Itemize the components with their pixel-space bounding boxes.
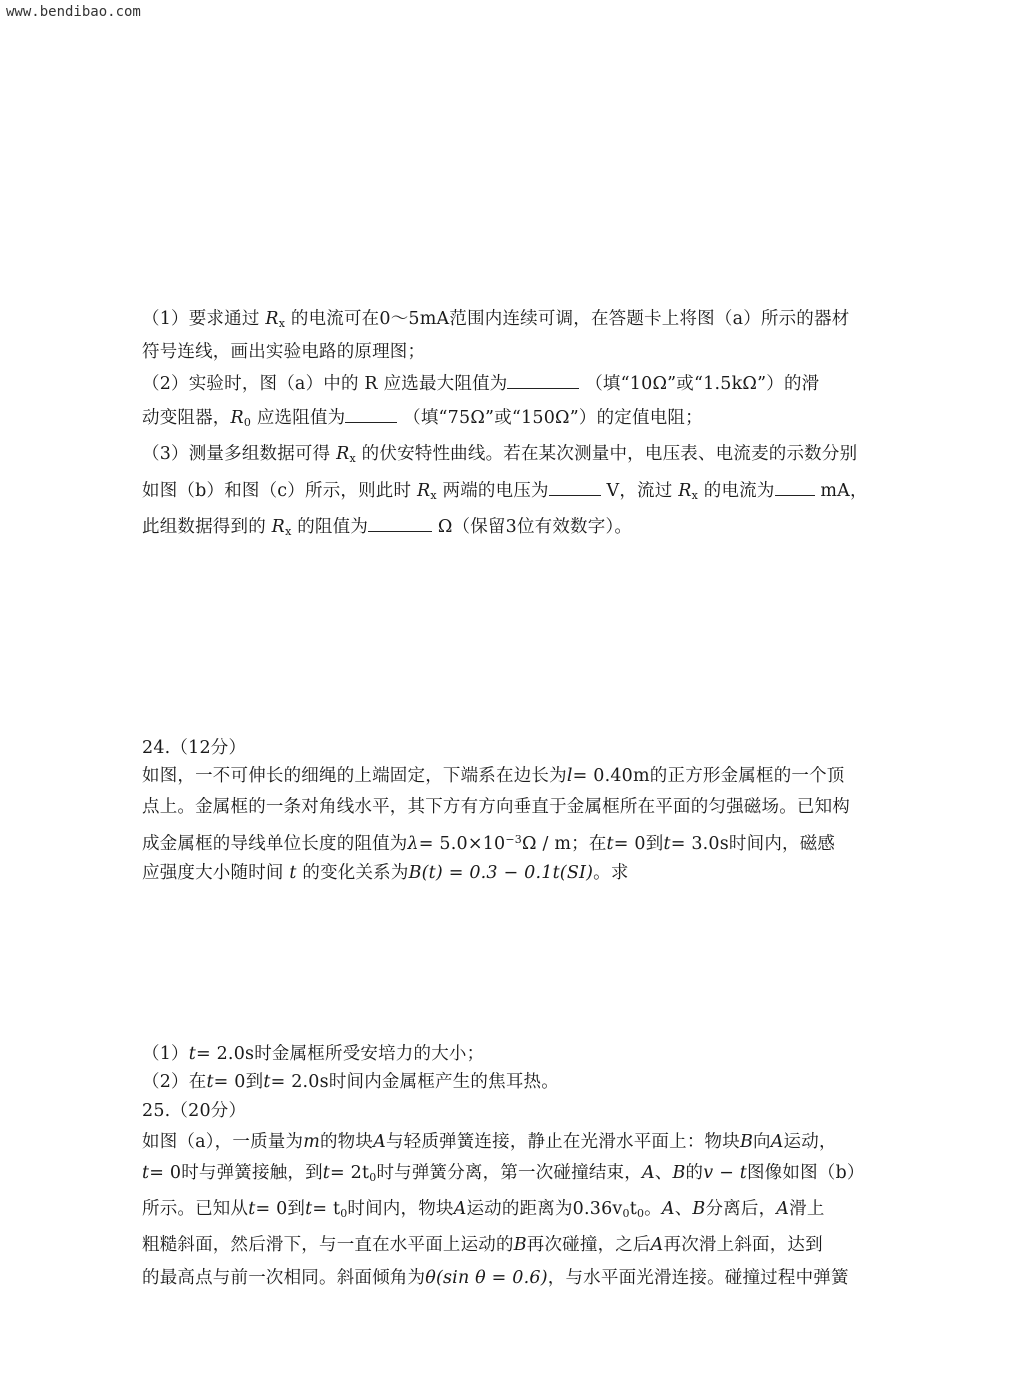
text: = 2.0s时间内金属框产生的焦耳热。 bbox=[270, 1072, 559, 1092]
q24-line-1 bbox=[142, 764, 845, 788]
symbol-a: A bbox=[373, 1132, 386, 1152]
text: = 2t bbox=[330, 1163, 370, 1183]
text: 的伏安特性曲线。若在某次测量中，电压表、电流麦的示数分别 bbox=[361, 444, 858, 464]
symbol-a: A bbox=[776, 1199, 790, 1219]
text: = 0到 bbox=[213, 1072, 264, 1092]
q24-line-4 bbox=[142, 861, 629, 885]
symbol-t: t bbox=[248, 1199, 256, 1219]
text: 的 bbox=[685, 1163, 704, 1183]
answer-blank[interactable] bbox=[507, 372, 579, 389]
answer-blank[interactable] bbox=[549, 479, 601, 496]
text: 24.（12分） bbox=[142, 738, 247, 758]
symbol-t: t bbox=[606, 834, 614, 854]
symbol-l: l bbox=[566, 766, 573, 786]
text: 动变阻器， bbox=[142, 408, 231, 428]
q24-part-2 bbox=[142, 1070, 559, 1094]
q23-line-6 bbox=[142, 479, 868, 508]
symbol-r: R bbox=[336, 444, 350, 464]
q25-line-4 bbox=[142, 1233, 823, 1257]
text: 如图，一不可伸长的细绳的上端固定，下端系在边长为 bbox=[142, 766, 567, 786]
q25-heading bbox=[142, 1099, 246, 1123]
text: 滑上 bbox=[789, 1199, 825, 1219]
text: = 0到 bbox=[613, 834, 664, 854]
symbol-lambda: λ bbox=[407, 834, 419, 854]
sub-x: x bbox=[691, 489, 699, 502]
text: 符号连线，画出实验电路的原理图； bbox=[142, 342, 426, 362]
text: 粗糙斜面，然后滑下，与一直在水平面上运动的 bbox=[142, 1235, 514, 1255]
sub-0: 0 bbox=[340, 1207, 348, 1220]
symbol-b: B bbox=[692, 1199, 706, 1219]
text: 25.（20分） bbox=[142, 1101, 247, 1121]
sub-0: 0 bbox=[243, 416, 252, 429]
text: Ω / m；在 bbox=[522, 834, 607, 854]
sub-x: x bbox=[349, 452, 356, 465]
text: 应选阻值为 bbox=[256, 408, 346, 428]
text: 、 bbox=[654, 1163, 673, 1183]
symbol-t: t bbox=[305, 1199, 313, 1219]
symbol-t: t bbox=[289, 863, 297, 883]
text: 成金属框的导线单位长度的阻值为 bbox=[142, 834, 408, 854]
text: 应强度大小随时间 bbox=[142, 863, 284, 883]
text: （填“75Ω”或“150Ω”）的定值电阻； bbox=[403, 408, 703, 428]
symbol-a: A bbox=[661, 1199, 675, 1219]
q23-line-7 bbox=[142, 515, 632, 544]
symbol-b: B bbox=[672, 1163, 686, 1183]
text: = t bbox=[312, 1199, 341, 1219]
text: 的电流可在0～5mA范围内连续可调，在答题卡上将图（a）所示的器材 bbox=[290, 309, 850, 329]
q24-line-3 bbox=[142, 828, 835, 856]
text: 运动， bbox=[783, 1132, 837, 1152]
q25-line-3 bbox=[142, 1197, 825, 1226]
q24-line-2 bbox=[142, 795, 850, 819]
text: 如图（b）和图（c）所示，则此时 bbox=[142, 481, 412, 501]
text: 时与弹簧分离，第一次碰撞结束， bbox=[376, 1163, 642, 1183]
symbol-r: R bbox=[271, 517, 286, 537]
symbol-t: t bbox=[263, 1072, 271, 1092]
text: 时间内，物块 bbox=[347, 1199, 454, 1219]
text: 两端的电压为 bbox=[442, 481, 549, 501]
q23-line-4 bbox=[142, 406, 703, 435]
text: （2）在 bbox=[142, 1072, 207, 1092]
answer-blank[interactable] bbox=[345, 406, 397, 423]
text: 。 bbox=[644, 1199, 662, 1219]
text: 。求 bbox=[593, 863, 629, 883]
symbol-b: B bbox=[513, 1235, 527, 1255]
watermark: www.bendibao.com bbox=[6, 4, 141, 20]
text: = 5.0×10 bbox=[418, 834, 506, 854]
symbol-a: A bbox=[453, 1199, 467, 1219]
q25-line-2 bbox=[142, 1161, 865, 1190]
text: 的最高点与前一次相同。斜面倾角为 bbox=[142, 1268, 426, 1288]
formula: θ(sin θ = 0.6) bbox=[425, 1268, 548, 1288]
answer-blank[interactable] bbox=[368, 515, 432, 532]
q23-line-2 bbox=[142, 340, 425, 364]
text: mA， bbox=[820, 481, 868, 501]
formula: B(t) = 0.3 − 0.1t(SI) bbox=[408, 863, 594, 883]
q24-heading bbox=[142, 736, 246, 760]
sub-x: x bbox=[278, 317, 286, 330]
text: = 0时与弹簧接触，到 bbox=[149, 1163, 323, 1183]
symbol-r: R bbox=[230, 408, 244, 428]
text: = 0到 bbox=[255, 1199, 306, 1219]
text: 再次碰撞，之后 bbox=[526, 1235, 651, 1255]
text: = 3.0s时间内，磁感 bbox=[670, 834, 836, 854]
q25-line-5 bbox=[142, 1266, 849, 1290]
answer-blank[interactable] bbox=[775, 479, 815, 496]
text: （2）实验时，图（a）中的 R 应选最大阻值为 bbox=[142, 374, 508, 394]
text: ，与水平面光滑连接。碰撞过程中弹簧 bbox=[547, 1268, 849, 1288]
symbol-t: t bbox=[188, 1044, 196, 1064]
symbol-r: R bbox=[678, 481, 692, 501]
text: 所示。已知从 bbox=[142, 1199, 249, 1219]
symbol-a: A bbox=[770, 1132, 784, 1152]
sub-x: x bbox=[430, 489, 437, 502]
sub-0: 0 bbox=[369, 1171, 377, 1184]
q25-line-1 bbox=[142, 1130, 837, 1154]
q24-part-1 bbox=[142, 1042, 484, 1066]
symbol-m: m bbox=[303, 1132, 320, 1152]
text: （3）测量多组数据可得 bbox=[142, 444, 331, 464]
sub-x: x bbox=[285, 525, 292, 538]
sub-0: 0 bbox=[636, 1207, 645, 1220]
symbol-b: B bbox=[739, 1132, 753, 1152]
q23-line-5 bbox=[142, 442, 857, 471]
symbol-t: t bbox=[142, 1163, 150, 1183]
text: 点上。金属框的一条对角线水平，其下方有方向垂直于金属框所在平面的匀强磁场。已知构 bbox=[142, 797, 850, 817]
symbol-a: A bbox=[641, 1163, 655, 1183]
text: 的变化关系为 bbox=[302, 863, 409, 883]
text: V，流过 bbox=[606, 481, 673, 501]
text: Ω（保留3位有效数字）。 bbox=[437, 517, 633, 537]
text: 分离后， bbox=[705, 1199, 777, 1219]
symbol-a: A bbox=[650, 1235, 664, 1255]
formula: v − t bbox=[703, 1163, 747, 1183]
sub-0: 0 bbox=[622, 1207, 630, 1220]
exponent: −3 bbox=[505, 833, 523, 846]
symbol-r: R bbox=[416, 481, 431, 501]
symbol-t: t bbox=[322, 1163, 331, 1183]
text: = 0.40m的正方形金属框的一个顶 bbox=[572, 766, 845, 786]
text: （1）要求通过 bbox=[142, 309, 260, 329]
symbol-r: R bbox=[265, 309, 279, 329]
text: 运动的距离为0.36v bbox=[466, 1199, 623, 1219]
text: （1） bbox=[142, 1044, 189, 1064]
text: 的阻值为 bbox=[297, 517, 369, 537]
text: 图像如图（b） bbox=[746, 1163, 865, 1183]
text: （填“10Ω”或“1.5kΩ”）的滑 bbox=[585, 374, 820, 394]
q23-line-1 bbox=[142, 307, 849, 336]
text: 的物块 bbox=[319, 1132, 374, 1152]
text: t bbox=[629, 1199, 637, 1219]
text: 向 bbox=[753, 1132, 771, 1152]
text: 如图（a），一质量为 bbox=[142, 1132, 304, 1152]
text: = 2.0s时金属框所受安培力的大小； bbox=[195, 1044, 485, 1064]
text: 、 bbox=[674, 1199, 693, 1219]
text: 的电流为 bbox=[703, 481, 775, 501]
text: 再次滑上斜面，达到 bbox=[663, 1235, 823, 1255]
q23-line-3 bbox=[142, 372, 819, 396]
symbol-t: t bbox=[663, 834, 671, 854]
text: 此组数据得到的 bbox=[142, 517, 266, 537]
symbol-t: t bbox=[206, 1072, 214, 1092]
text: 与轻质弹簧连接，静止在光滑水平面上：物块 bbox=[385, 1132, 740, 1152]
